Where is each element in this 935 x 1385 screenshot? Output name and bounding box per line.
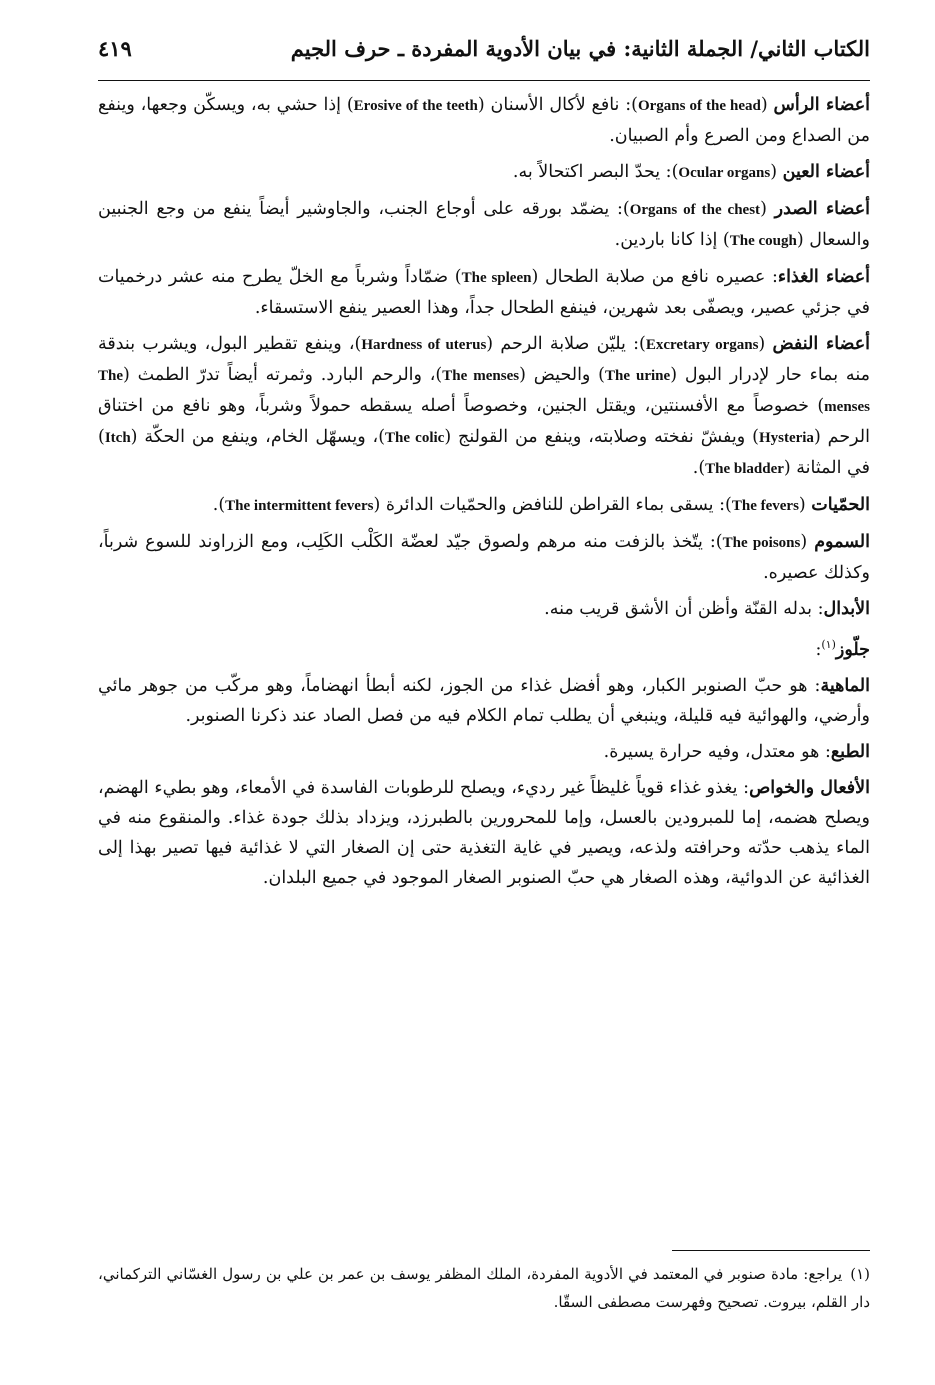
- english-term: Organs of the chest: [629, 202, 761, 218]
- english-term: Excretary organs: [645, 337, 759, 353]
- text-run: )، وينفع تقطير البول، ويشرب بندقة منه بماء حار لإدرار البول (: [98, 334, 870, 385]
- english-term: The menses: [98, 368, 870, 415]
- page-number: ٤١٩: [98, 35, 132, 61]
- english-term: The fevers: [731, 498, 799, 514]
- header-rule: [98, 80, 870, 81]
- section-term: الأبدال: [823, 599, 870, 619]
- footnote: [98, 1260, 870, 1316]
- text-run: : عصيره نافع من صلابة الطحال (: [531, 267, 778, 287]
- text-run: (: [800, 532, 815, 552]
- footnotes: [98, 1260, 870, 1316]
- paragraph: [98, 527, 870, 588]
- paragraph: [98, 594, 870, 624]
- paragraph: [98, 157, 870, 188]
- text-run: ) في المثانة (: [98, 427, 870, 478]
- english-term: The urine: [605, 368, 671, 384]
- english-term: Hysteria: [758, 430, 814, 446]
- text-run: ) والحيض (: [519, 365, 606, 385]
- page-header: [98, 24, 870, 72]
- section-term: الطبع: [830, 741, 870, 762]
- text-run: : يغذو غذاء قوياً غليظاً غير رديء، ويصلح للرطوبات الفاسدة في الأمعاء، وهو بطيء الهضم، ويصلح هضمه، إما للمبرودين بالعسل، وإما للمحرورين بالطبرزد، ويزداد بذلك جودة غذاء. والمنقوع منه في الماء يذهب حدّته وحرافته ولذعه، ويصير في غاية التغذية حتى إن الصغار التي لا غذائية فيها تصير بهذا إلى الغذائية عن الدوائية، وهذه الصغار هي حبّ الصنوبر الصغار الموجود في جميع البلدان.: [98, 777, 870, 888]
- section-term: الحمّيات: [811, 495, 870, 515]
- text-run: )، والرحم البارد. وثمرته أيضاً تدرّ الطمث (: [123, 365, 443, 385]
- text-run: ): يليّن صلابة الرحم (: [486, 334, 646, 354]
- section-term: أعضاء الغذاء: [777, 267, 870, 287]
- text-run: ) ضمّاداً وشرباً مع الخلّ يطرح منه عشر درخميات في جزئي عصير، ويصفّى بعد شهرين، فينفع الطحال جداً، وهذا العصير ينفع الاستسقاء.: [98, 267, 870, 318]
- english-term: Hardness of uterus: [361, 337, 487, 353]
- paragraph: [98, 737, 870, 767]
- paragraph: [98, 262, 870, 323]
- english-term: Itch: [104, 430, 131, 446]
- english-term: The cough: [729, 233, 797, 249]
- footnote-marker: (١): [850, 1265, 870, 1283]
- text-run: ).: [692, 458, 706, 478]
- text-run: ) إذا حشي به، ويسكّن وجعها، وينفع من الصداع ومن الصرع وأم الصبيان.: [98, 95, 870, 146]
- footnote-rule: [672, 1250, 870, 1251]
- paragraph: [98, 194, 870, 256]
- text-run: ): يحدّ البصر اكتحالاً به.: [512, 162, 679, 182]
- text-run: ) خصوصاً مع الأفسنتين، ويقتل الجنين، وخصوصاً أصله يسقطه حمولاً وشرباً، وهو نافع من اختناق الرحم (: [98, 396, 870, 447]
- text-run: : بدله القنّة وأظن أن الأشق قريب منه.: [544, 599, 824, 619]
- text-run: :: [815, 639, 822, 660]
- english-term: The colic: [385, 430, 445, 446]
- paragraph: [98, 630, 870, 665]
- english-term: The intermittent fevers: [225, 498, 374, 514]
- text-run: (: [760, 95, 774, 115]
- english-term: The menses: [442, 368, 520, 384]
- paragraph: [98, 90, 870, 151]
- text-run: ): يتّخذ بالزفت منه مرهم ولصوق جيّد لعضّة الكَلْب الكَلِب، ومع الزراوند للسوع شرباً، وكذلك عصيره.: [98, 532, 870, 583]
- section-term: الماهية: [820, 675, 870, 696]
- section-term: أعضاء العين: [782, 162, 870, 182]
- english-term: The poisons: [722, 535, 801, 551]
- text-run: ): يضمّد بورقه على أوجاع الجنب، والجاوشير أيضاً ينفع من وجع الجنبين والسعال (: [98, 199, 870, 250]
- english-term: Organs of the head: [637, 98, 761, 114]
- section-term: أعضاء الصدر: [774, 199, 870, 219]
- paragraph: [98, 773, 870, 893]
- footnote-text: يراجع: مادة صنوبر في المعتمد في الأدوية المفردة، الملك المظفر يوسف بن عمر بن علي بن رسول الغسّاني التركماني، دار القلم، بيروت. تصحيح وفهرست مصطفى السقّا.: [98, 1265, 870, 1311]
- footnote-ref: (١): [821, 638, 836, 651]
- english-term: Erosive of the teeth: [353, 98, 478, 114]
- text-run: ) ويفشّ نفخته وصلابته، وينفع من القولنج (: [444, 427, 759, 447]
- text-run: (: [758, 334, 773, 354]
- text-run: ): نافع لأكال الأسنان (: [477, 95, 638, 115]
- english-term: The bladder: [705, 461, 784, 477]
- paragraph: [98, 490, 870, 521]
- running-head: الكتاب الثاني/ الجملة الثانية: في بيان الأدوية المفردة ـ حرف الجيم: [290, 35, 870, 61]
- text-run: )، ويسهّل الخام، وينفع من الحكّة (: [130, 427, 386, 447]
- paragraph: [98, 329, 870, 484]
- section-term: أعضاء النفض: [772, 334, 871, 354]
- text-run: (: [770, 162, 783, 182]
- section-term: الأفعال والخواص: [749, 777, 870, 798]
- text-run: (: [798, 495, 812, 515]
- text-run: : هو حبّ الصنوبر الكبار، وهو أفضل غذاء من الجوز، لكنه أبطأ انهضاماً، وهو مركّب من جوهر مائي وأرضي، والهوائية فيه قليلة، وينبغي أن يطلب تمام الكلام فيه من فصل الصاد عند ذكرنا الصنوبر.: [98, 675, 870, 726]
- text-run: ): يسقى بماء القراطن للنافض والحمّيات الدائرة (: [373, 495, 732, 515]
- text-run: (: [760, 199, 775, 219]
- text-run: : هو معتدل، وفيه حرارة يسيرة.: [603, 741, 831, 762]
- english-term: Ocular organs: [678, 165, 771, 181]
- section-term: أعضاء الرأس: [773, 95, 871, 115]
- section-term: جلّوز: [835, 639, 870, 660]
- english-term: The spleen: [461, 270, 532, 286]
- text-run: ).: [212, 495, 226, 515]
- paragraph: [98, 671, 870, 731]
- main-text: [98, 90, 870, 899]
- section-term: السموم: [814, 532, 870, 552]
- text-run: ) إذا كانا باردين.: [614, 230, 730, 250]
